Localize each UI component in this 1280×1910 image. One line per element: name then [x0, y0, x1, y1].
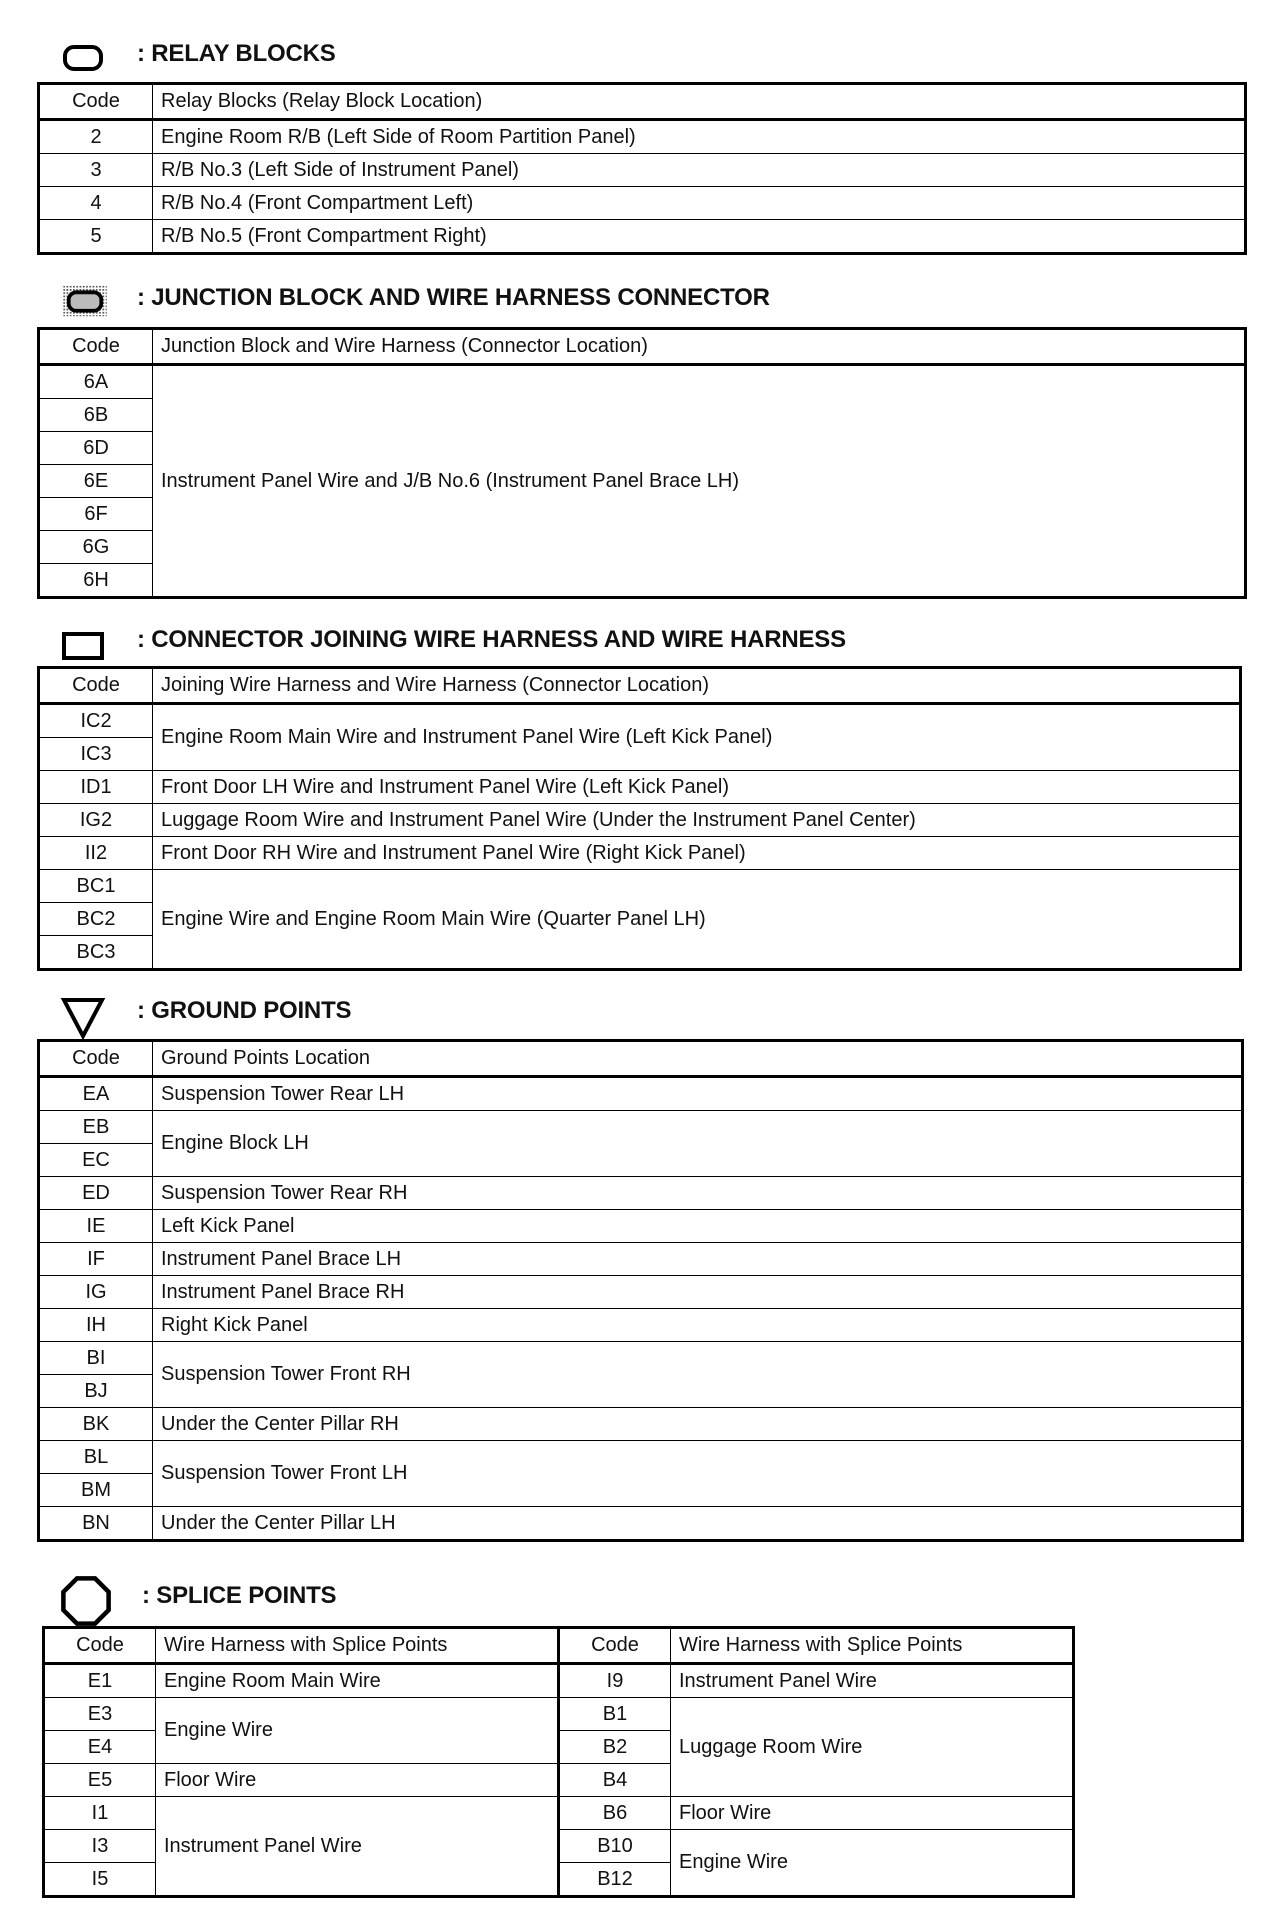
location-cell: R/B No.4 (Front Compartment Left) [153, 187, 1246, 220]
octagon-icon [60, 1575, 112, 1627]
relay-blocks-section [37, 36, 1247, 255]
code-cell: BK [39, 1408, 153, 1441]
table-row [39, 187, 1246, 220]
relay-blocks-table [37, 82, 1247, 255]
code-cell: I5 [44, 1863, 156, 1897]
location-cell: Suspension Tower Rear RH [153, 1177, 1243, 1210]
code-cell: EA [39, 1077, 153, 1111]
wire-harness-cell: Engine Wire [156, 1698, 559, 1764]
column-header-location: Joining Wire Harness and Wire Harness (Connector Location) [153, 668, 1241, 704]
location-cell: Left Kick Panel [153, 1210, 1243, 1243]
rectangle-icon [60, 626, 106, 660]
triangle-down-icon [60, 993, 106, 1039]
location-cell: Engine Wire and Engine Room Main Wire (Quarter Panel LH) [153, 870, 1241, 970]
code-cell: BC2 [39, 903, 153, 936]
connector-joining-header [37, 622, 1247, 662]
junction-block-table [37, 327, 1247, 599]
ground-points-body [39, 1077, 1243, 1541]
ground-points-title: : GROUND POINTS [137, 997, 352, 1024]
junction-block-header [37, 280, 1247, 320]
wire-harness-cell: Luggage Room Wire [671, 1698, 1074, 1797]
wire-harness-cell: Instrument Panel Wire [156, 1797, 559, 1897]
ground-points-table [37, 1039, 1244, 1542]
connector-joining-table [37, 666, 1242, 971]
relay-blocks-title: : RELAY BLOCKS [137, 40, 336, 67]
column-header-wire-harness: Wire Harness with Splice Points [671, 1628, 1074, 1664]
table-row [39, 1077, 1243, 1111]
column-header-code: Code [39, 329, 153, 365]
wire-harness-cell: Floor Wire [156, 1764, 559, 1797]
location-cell: Instrument Panel Wire and J/B No.6 (Instrument Panel Brace LH) [153, 365, 1246, 598]
code-cell: IC3 [39, 738, 153, 771]
code-cell: ED [39, 1177, 153, 1210]
code-cell: 5 [39, 220, 153, 254]
code-cell: B6 [559, 1797, 671, 1830]
table-row [39, 220, 1246, 254]
table-row [39, 870, 1241, 903]
table-row [39, 1441, 1243, 1474]
location-cell: Suspension Tower Front LH [153, 1441, 1243, 1507]
code-cell: IF [39, 1243, 153, 1276]
code-cell: BM [39, 1474, 153, 1507]
splice-points-body [44, 1664, 1074, 1897]
table-row [39, 1276, 1243, 1309]
junction-block-section [37, 280, 1247, 599]
code-cell: E4 [44, 1731, 156, 1764]
table-row [39, 771, 1241, 804]
code-cell: E3 [44, 1698, 156, 1731]
code-cell: 6F [39, 498, 153, 531]
code-cell: BL [39, 1441, 153, 1474]
wire-harness-cell: Engine Room Main Wire [156, 1664, 559, 1698]
location-cell: Engine Block LH [153, 1111, 1243, 1177]
code-cell: IC2 [39, 704, 153, 738]
table-row [44, 1698, 1074, 1731]
junction-block-title: : JUNCTION BLOCK AND WIRE HARNESS CONNECTOR [137, 284, 770, 311]
code-cell: BN [39, 1507, 153, 1541]
table-row [39, 365, 1246, 399]
location-cell: Engine Room Main Wire and Instrument Panel Wire (Left Kick Panel) [153, 704, 1241, 771]
code-cell: 3 [39, 154, 153, 187]
ground-points-section [37, 993, 1247, 1542]
ground-points-header [37, 993, 1247, 1033]
code-cell: 6H [39, 564, 153, 598]
wire-harness-cell: Engine Wire [671, 1830, 1074, 1897]
table-row [39, 1210, 1243, 1243]
table-row [44, 1797, 1074, 1830]
code-cell: IE [39, 1210, 153, 1243]
wire-harness-cell: Instrument Panel Wire [671, 1664, 1074, 1698]
code-cell: EC [39, 1144, 153, 1177]
column-header-code: Code [39, 1041, 153, 1077]
code-cell: BJ [39, 1375, 153, 1408]
table-row [39, 804, 1241, 837]
column-header-code: Code [559, 1628, 671, 1664]
table-row [39, 704, 1241, 738]
location-cell: Suspension Tower Front RH [153, 1342, 1243, 1408]
table-row [39, 1408, 1243, 1441]
location-cell: Engine Room R/B (Left Side of Room Partition Panel) [153, 120, 1246, 154]
table-row [39, 1177, 1243, 1210]
code-cell: BI [39, 1342, 153, 1375]
location-cell: Instrument Panel Brace LH [153, 1243, 1243, 1276]
code-cell: 2 [39, 120, 153, 154]
code-cell: 6G [39, 531, 153, 564]
code-cell: 6D [39, 432, 153, 465]
table-row [39, 1111, 1243, 1144]
code-cell: B10 [559, 1830, 671, 1863]
table-row [39, 1507, 1243, 1541]
code-cell: I3 [44, 1830, 156, 1863]
splice-points-header [42, 1578, 1252, 1618]
table-row [39, 120, 1246, 154]
relay-blocks-header [37, 36, 1247, 76]
shaded-rounded-rectangle-icon [60, 280, 110, 322]
code-cell: B1 [559, 1698, 671, 1731]
location-cell: R/B No.5 (Front Compartment Right) [153, 220, 1246, 254]
column-header-location: Ground Points Location [153, 1041, 1243, 1077]
column-header-code: Code [44, 1628, 156, 1664]
table-row [39, 154, 1246, 187]
code-cell: I1 [44, 1797, 156, 1830]
column-header-code: Code [39, 668, 153, 704]
code-cell: IH [39, 1309, 153, 1342]
code-cell: E5 [44, 1764, 156, 1797]
code-cell: B4 [559, 1764, 671, 1797]
table-row [39, 1243, 1243, 1276]
connector-joining-title: : CONNECTOR JOINING WIRE HARNESS AND WIRE HARNESS [137, 626, 846, 653]
table-row [39, 1309, 1243, 1342]
splice-points-title: : SPLICE POINTS [142, 1582, 337, 1609]
column-header-code: Code [39, 84, 153, 120]
code-cell: 4 [39, 187, 153, 220]
column-header-location: Junction Block and Wire Harness (Connector Location) [153, 329, 1246, 365]
splice-points-table [42, 1626, 1075, 1898]
code-cell: II2 [39, 837, 153, 870]
location-cell: Suspension Tower Rear LH [153, 1077, 1243, 1111]
connector-joining-body [39, 704, 1241, 970]
junction-block-body [39, 365, 1246, 598]
code-cell: I9 [559, 1664, 671, 1698]
connector-joining-section [37, 622, 1247, 971]
code-cell: IG [39, 1276, 153, 1309]
code-cell: BC1 [39, 870, 153, 903]
location-cell: R/B No.3 (Left Side of Instrument Panel) [153, 154, 1246, 187]
location-cell: Front Door LH Wire and Instrument Panel Wire (Left Kick Panel) [153, 771, 1241, 804]
code-cell: ID1 [39, 771, 153, 804]
table-row [39, 837, 1241, 870]
splice-points-section [42, 1578, 1252, 1898]
table-row [44, 1664, 1074, 1698]
table-row [39, 1342, 1243, 1375]
location-cell: Luggage Room Wire and Instrument Panel Wire (Under the Instrument Panel Center) [153, 804, 1241, 837]
code-cell: 6A [39, 365, 153, 399]
code-cell: IG2 [39, 804, 153, 837]
location-cell: Under the Center Pillar LH [153, 1507, 1243, 1541]
code-cell: E1 [44, 1664, 156, 1698]
code-cell: 6B [39, 399, 153, 432]
wire-harness-cell: Floor Wire [671, 1797, 1074, 1830]
column-header-wire-harness: Wire Harness with Splice Points [156, 1628, 559, 1664]
code-cell: 6E [39, 465, 153, 498]
location-cell: Instrument Panel Brace RH [153, 1276, 1243, 1309]
location-cell: Right Kick Panel [153, 1309, 1243, 1342]
relay-blocks-body [39, 120, 1246, 254]
code-cell: B2 [559, 1731, 671, 1764]
rounded-rectangle-icon [60, 40, 106, 74]
column-header-location: Relay Blocks (Relay Block Location) [153, 84, 1246, 120]
code-cell: EB [39, 1111, 153, 1144]
location-cell: Front Door RH Wire and Instrument Panel Wire (Right Kick Panel) [153, 837, 1241, 870]
code-cell: BC3 [39, 936, 153, 970]
code-cell: B12 [559, 1863, 671, 1897]
location-cell: Under the Center Pillar RH [153, 1408, 1243, 1441]
